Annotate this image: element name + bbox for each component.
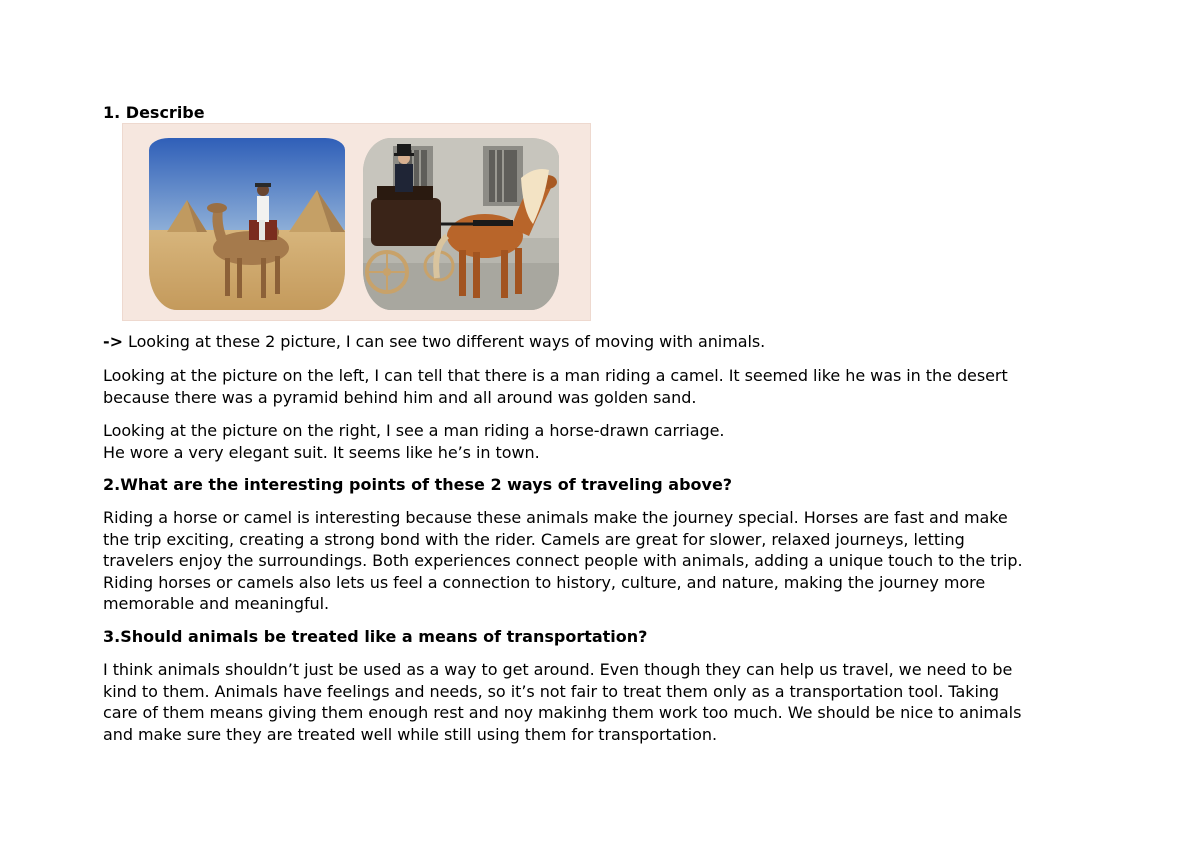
intro-text: Looking at these 2 picture, I can see two different ways of moving with animals. [122,332,766,351]
question-3-heading: 3.Should animals be treated like a means of transportation? [103,627,648,646]
paragraph-line: kind to them. Animals have feelings and needs, so it’s not fair to treat them only as a transportation tool. Taking [103,681,1000,701]
camel-desert-photo [149,138,345,310]
paragraph-line: care of them means giving them enough rest and noy makinhg them work too much. We should be nice to animals [103,703,1022,722]
paragraph-line: and make sure they are treated well while still using them for transportation. [103,724,717,744]
paragraph-line: travelers enjoy the surroundings. Both experiences connect people with animals, adding a unique touch to the trip. [103,551,1023,570]
question-2-answer [103,507,1103,615]
paragraph-line: I think animals shouldn’t just be used as a way to get around. Even though they can help us travel, we need to be [103,660,1013,679]
paragraph-line: memorable and meaningful. [103,594,330,613]
question-1-heading: 1. Describe [103,103,205,122]
question-3-answer [103,659,1103,745]
horse-carriage-photo [363,138,559,310]
arrow-marker: -> [103,332,123,351]
right-picture-paragraph [103,420,1103,463]
paragraph-line: the trip exciting, creating a strong bond with the rider. Camels are great for slower, relaxed journeys, letting [103,529,965,549]
paragraph-line: He wore a very elegant suit. It seems like he’s in town. [103,442,540,462]
paragraph-line: Riding horses or camels also lets us feel a connection to history, culture, and nature, making the journey more [103,572,986,592]
left-picture-paragraph [103,365,1103,408]
question-2-heading: 2.What are the interesting points of these 2 ways of traveling above? [103,475,733,494]
photo-frame [122,123,591,321]
paragraph-line: Looking at the picture on the right, I see a man riding a horse-drawn carriage. [103,421,725,440]
paragraph-line: Riding a horse or camel is interesting because these animals make the journey special. Horses are fast and make [103,508,1008,527]
paragraph-line: Looking at the picture on the left, I can tell that there is a man riding a camel. It seemed like he was in the desert [103,366,1008,385]
paragraph-line: because there was a pyramid behind him and all around was golden sand. [103,387,697,407]
intro-paragraph [103,331,765,353]
